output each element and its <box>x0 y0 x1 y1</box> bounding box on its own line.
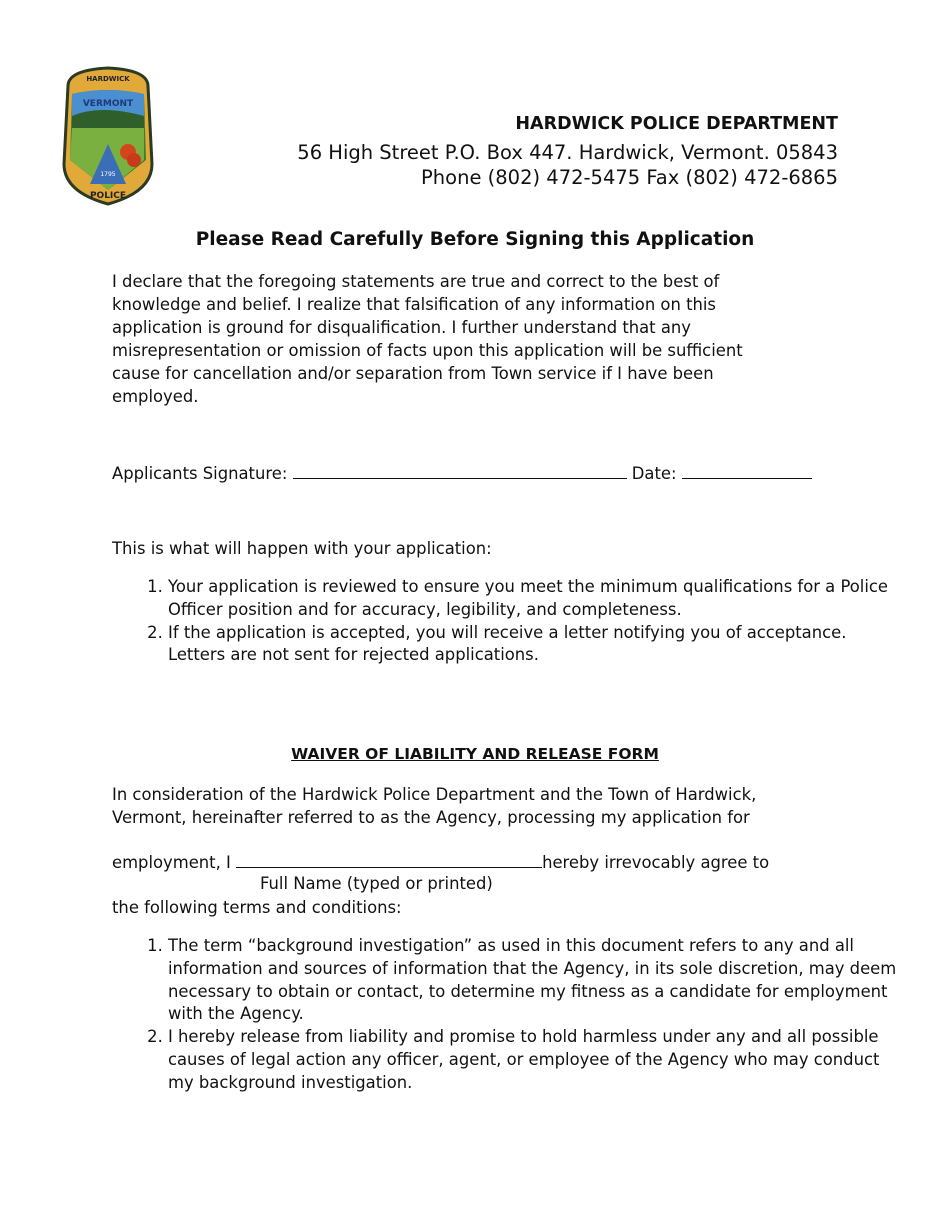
department-phone: Phone (802) 472-5475 Fax (802) 472-6865 <box>421 166 838 189</box>
police-patch-logo <box>60 64 156 206</box>
department-address: 56 High Street P.O. Box 447. Hardwick, Vermont. 05843 <box>297 141 838 164</box>
signature-row <box>112 462 842 485</box>
waiver-heading: WAIVER OF LIABILITY AND RELEASE FORM <box>291 745 659 763</box>
declaration-line: misrepresentation or omission of facts upon this application will be sufficient <box>112 341 743 360</box>
svg-text:HARDWICK: HARDWICK <box>86 75 130 83</box>
process-intro: This is what will happen with your application: <box>112 539 492 558</box>
date-label: Date: <box>631 464 677 483</box>
waiver-intro-line: In consideration of the Hardwick Police Department and the Town of Hardwick, <box>112 785 757 804</box>
svg-text:POLICE: POLICE <box>89 191 127 201</box>
department-name: HARDWICK POLICE DEPARTMENT <box>515 114 838 134</box>
list-item: 2. I hereby release from liability and promise to hold harmless under any and all possible causes of legal action any officer, agent, or employee of the Agency who may conduct my background investigation. <box>168 1026 908 1094</box>
list-item: 1. The term “background investigation” as used in this document refers to any and all information and sources of information that the Agency, in its sole discretion, may deem necessary to obtain or contact, to determine my fitness as a candidate for employment with the Agency. <box>168 935 908 1026</box>
date-field[interactable] <box>682 463 812 479</box>
declaration-line: I declare that the foregoing statements are true and correct to the best of <box>112 272 720 291</box>
full-name-caption: Full Name (typed or printed) <box>260 874 493 893</box>
signature-field[interactable] <box>293 463 627 479</box>
declaration-line: knowledge and belief. I realize that falsification of any information on this <box>112 295 716 314</box>
process-list <box>112 576 908 667</box>
employment-suffix: hereby irrevocably agree to <box>542 853 770 872</box>
svg-text:1795: 1795 <box>100 171 116 178</box>
full-name-field[interactable] <box>236 852 542 868</box>
declaration-line: application is ground for disqualification. I further understand that any <box>112 318 691 337</box>
waiver-terms-list <box>112 935 908 1095</box>
signature-label: Applicants Signature: <box>112 464 288 483</box>
list-item: 2. If the application is accepted, you will receive a letter notifying you of acceptance. Letters are not sent for rejected applications. <box>168 622 908 668</box>
waiver-intro-line: Vermont, hereinafter referred to as the Agency, processing my application for <box>112 808 750 827</box>
waiver-intro <box>112 783 842 829</box>
declaration-line: employed. <box>112 387 199 406</box>
terms-intro: the following terms and conditions: <box>112 898 402 917</box>
list-item: 1. Your application is reviewed to ensure you meet the minimum qualifications for a Police Officer position and for accuracy, legibility, and completeness. <box>168 576 908 622</box>
page-title: Please Read Carefully Before Signing this Application <box>195 229 755 250</box>
svg-text:VERMONT: VERMONT <box>82 99 134 109</box>
declaration-line: cause for cancellation and/or separation from Town service if I have been <box>112 364 714 383</box>
employment-prefix: employment, I <box>112 853 231 872</box>
declaration-paragraph <box>112 270 842 408</box>
employment-row <box>112 851 842 874</box>
